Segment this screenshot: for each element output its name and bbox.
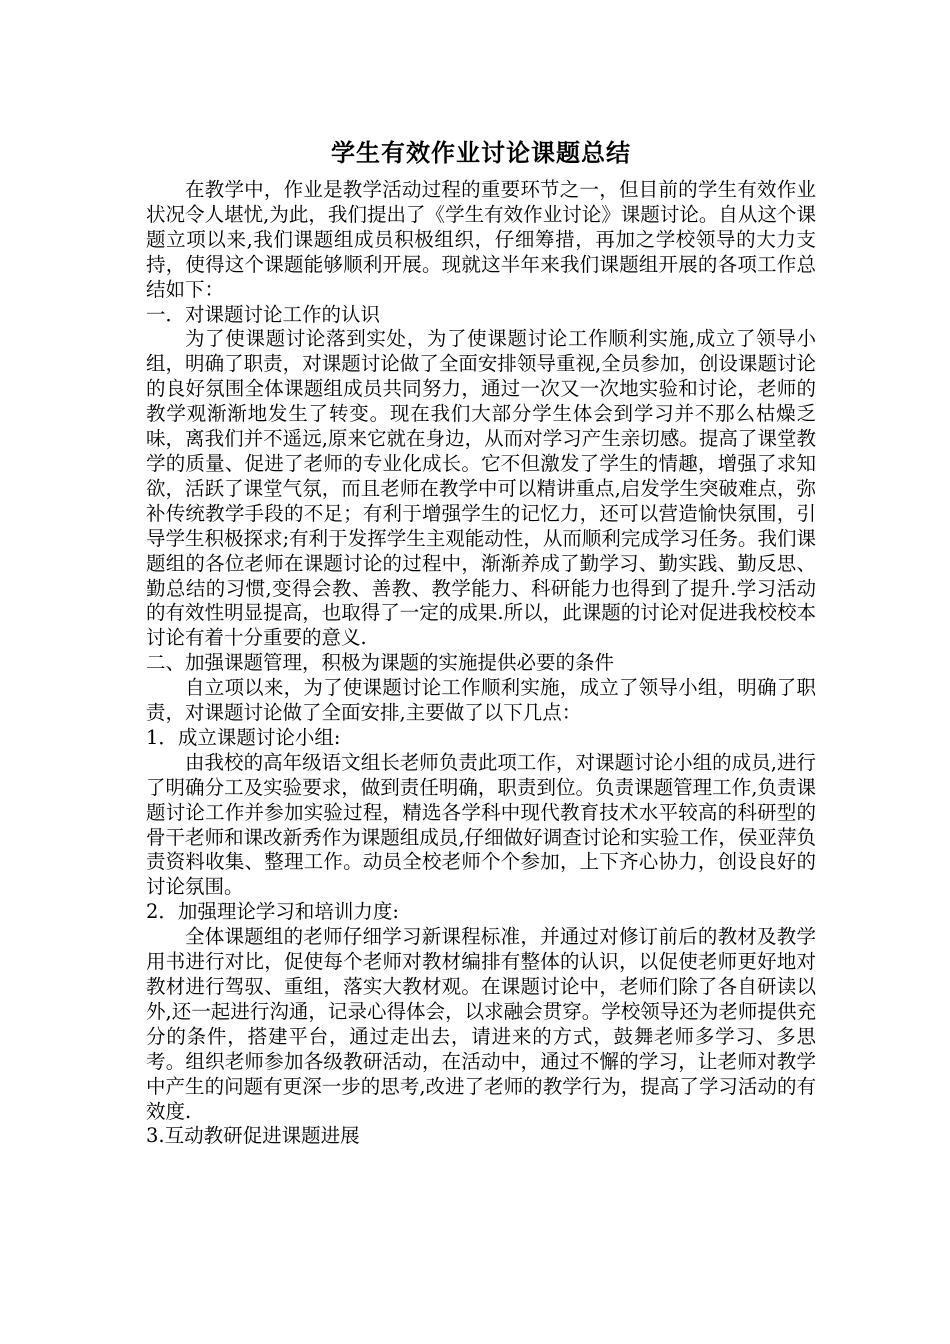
subsection-1-paragraph: 由我校的高年级语文组长老师负责此项工作，对课题讨论小组的成员,进行了明确分工及实验要求，做到责任明确，职责到位。负责课题管理工作,负责课题讨论工作并参加实验过程，精选各学科中现代教育技术水平较高的科研型的骨干老师和课改新秀作为课题组成员,仔细做好调查讨论和实验工作，侯亚萍负责资料收集、整理工作。动员全校老师个个参加，上下齐心协力，创设良好的讨论氛围。 xyxy=(146,750,816,899)
subsection-heading-3: 3.互动教研促进课题进展 xyxy=(146,1124,360,1148)
subsection-2-paragraph: 全体课题组的老师仔细学习新课程标准，并通过对修订前后的教材及教学用书进行对比，促使每个老师对教材编排有整体的认识，以促使老师更好地对教材进行驾驭、重组，落实大教材观。在课题讨论中，老师们除了各自研读以外,还一起进行沟通，记录心得体会，以求融会贯穿。学校领导还为老师提供充分的条件，搭建平台，通过走出去，请进来的方式，鼓舞老师多学习、多思考。组织老师参加各级教研活动，在活动中，通过不懈的学习，让老师对教学中产生的问题有更深一步的思考,改进了老师的教学行为，提高了学习活动的有效度. xyxy=(146,925,816,1123)
section-heading-2: 二、加强课题管理，积极为课题的实施提供必要的条件 xyxy=(146,651,615,675)
section-1-paragraph: 为了使课题讨论落到实处，为了使课题讨论工作顺利实施,成立了领导小组，明确了职责，对课题讨论做了全面安排领导重视,全员参加，创设课题讨论的良好氛围全体课题组成员共同努力，通过一次又一次地实验和讨论，老师的教学观渐渐地发生了转变。现在我们大部分学生体会到学习并不那么枯燥乏味，离我们并不遥远,原来它就在身边，从而对学习产生亲切感。提高了课堂教学的质量、促进了老师的专业化成长。它不但激发了学生的情趣，增强了求知欲，活跃了课堂气氛，而且老师在教学中可以精讲重点,启发学生突破难点，弥补传统教学手段的不足；有利于增强学生的记忆力，还可以营造愉快氛围，引导学生积极探求;有利于发挥学生主观能动性，从而顺利完成学习任务。我们课题组的各位老师在课题讨论的过程中，渐渐养成了勤学习、勤实践、勤反思、勤总结的习惯,变得会教、善教、教学能力、科研能力也得到了提升.学习活动的有效性明显提高，也取得了一定的成果.所以，此课题的讨论对促进我校校本讨论有着十分重要的意义. xyxy=(146,327,816,650)
document-title: 学生有效作业讨论课题总结 xyxy=(331,139,631,167)
subsection-heading-1: 1．成立课题讨论小组: xyxy=(146,725,341,749)
section-heading-1: 一．对课题讨论工作的认识 xyxy=(146,302,381,326)
section-2-paragraph: 自立项以来，为了使课题讨论工作顺利实施，成立了领导小组，明确了职责，对课题讨论做了全面安排,主要做了以下几点： xyxy=(146,676,816,725)
document-page xyxy=(146,136,816,1149)
intro-paragraph: 在教学中，作业是教学活动过程的重要环节之一，但目前的学生有效作业状况令人堪忧,为此，我们提出了《学生有效作业讨论》课题讨论。自从这个课题立项以来,我们课题组成员积极组织，仔细筹措，再加之学校领导的大力支持，使得这个课题能够顺利开展。现就这半年来我们课题组开展的各项工作总结如下： xyxy=(146,178,816,301)
subsection-heading-2: 2．加强理论学习和培训力度: xyxy=(146,900,399,924)
